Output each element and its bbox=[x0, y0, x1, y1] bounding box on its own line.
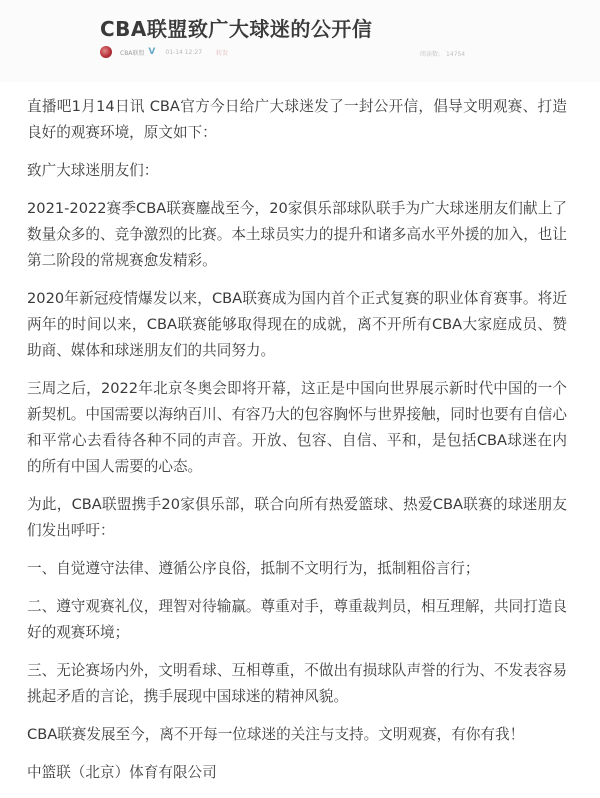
paragraph-covid: 2020年新冠疫情爆发以来，CBA联赛成为国内首个正式复赛的职业体育赛事。将近两年的时间以来，CBA联赛能够取得现在的成就，离不开所有CBA大家庭成员、赞助商、媒体和球迷朋友们的共同努力。 bbox=[27, 290, 567, 359]
author-name[interactable]: CBA联盟 bbox=[120, 49, 145, 57]
paragraph-salutation: 致广大球迷朋友们： bbox=[27, 162, 159, 179]
repost-link[interactable]: 转发 bbox=[216, 49, 229, 57]
article-meta bbox=[100, 44, 228, 60]
author-avatar[interactable] bbox=[100, 46, 112, 58]
read-count-label: 阅读数: bbox=[420, 51, 441, 58]
paragraph-point-3: 三、无论赛场内外，文明看球、互相尊重，不做出有损球队声誉的行为、不发表容易挑起矛盾的言论，携手展现中国球迷的精神风貌。 bbox=[27, 662, 567, 705]
paragraph-point-2: 二、遵守观赛礼仪，理智对待输赢。尊重对手，尊重裁判员，相互理解，共同打造良好的观赛环境； bbox=[27, 598, 567, 641]
paragraph-appeal: 为此，CBA联盟携手20家俱乐部，联合向所有热爱篮球、热爱CBA联赛的球迷朋友们发出呼吁： bbox=[27, 496, 567, 539]
paragraph-signature: 中篮联（北京）体育有限公司 bbox=[27, 764, 217, 781]
paragraph-olympics: 三周之后，2022年北京冬奥会即将开幕，这正是中国向世界展示新时代中国的一个新契机。中国需要以海纳百川、有容乃大的包容胸怀与世界接触，同时也要有自信心和平常心去看待各种不同的声音。开放、包容、自信、平和，是包括CBA球迷在内的所有中国人需要的心态。 bbox=[27, 380, 567, 475]
article-header bbox=[0, 0, 600, 82]
paragraph-intro: 直播吧1月14日讯 CBA官方今日给广大球迷发了一封公开信，倡导文明观赛、打造良好的观赛环境，原文如下： bbox=[27, 98, 567, 141]
read-count bbox=[420, 49, 465, 58]
article-body bbox=[27, 94, 567, 798]
paragraph-point-1: 一、自觉遵守法律、遵循公序良俗，抵制不文明行为，抵制粗俗言行； bbox=[27, 560, 480, 577]
verified-icon: V bbox=[148, 47, 156, 57]
paragraph-closing: CBA联赛发展至今，离不开每一位球迷的关注与支持。文明观赛，有你有我！ bbox=[27, 726, 525, 743]
paragraph-season: 2021-2022赛季CBA联赛鏖战至今，20家俱乐部球队联手为广大球迷朋友们献上了数量众多的、竞争激烈的比赛。本土球员实力的提升和诸多高水平外援的加入，也让第二阶段的常规赛愈发精彩。 bbox=[27, 200, 567, 269]
read-count-value: 14754 bbox=[446, 51, 466, 58]
publish-time: 01-14 12:27 bbox=[165, 48, 203, 56]
article-title: CBA联盟致广大球迷的公开信 bbox=[100, 17, 373, 41]
